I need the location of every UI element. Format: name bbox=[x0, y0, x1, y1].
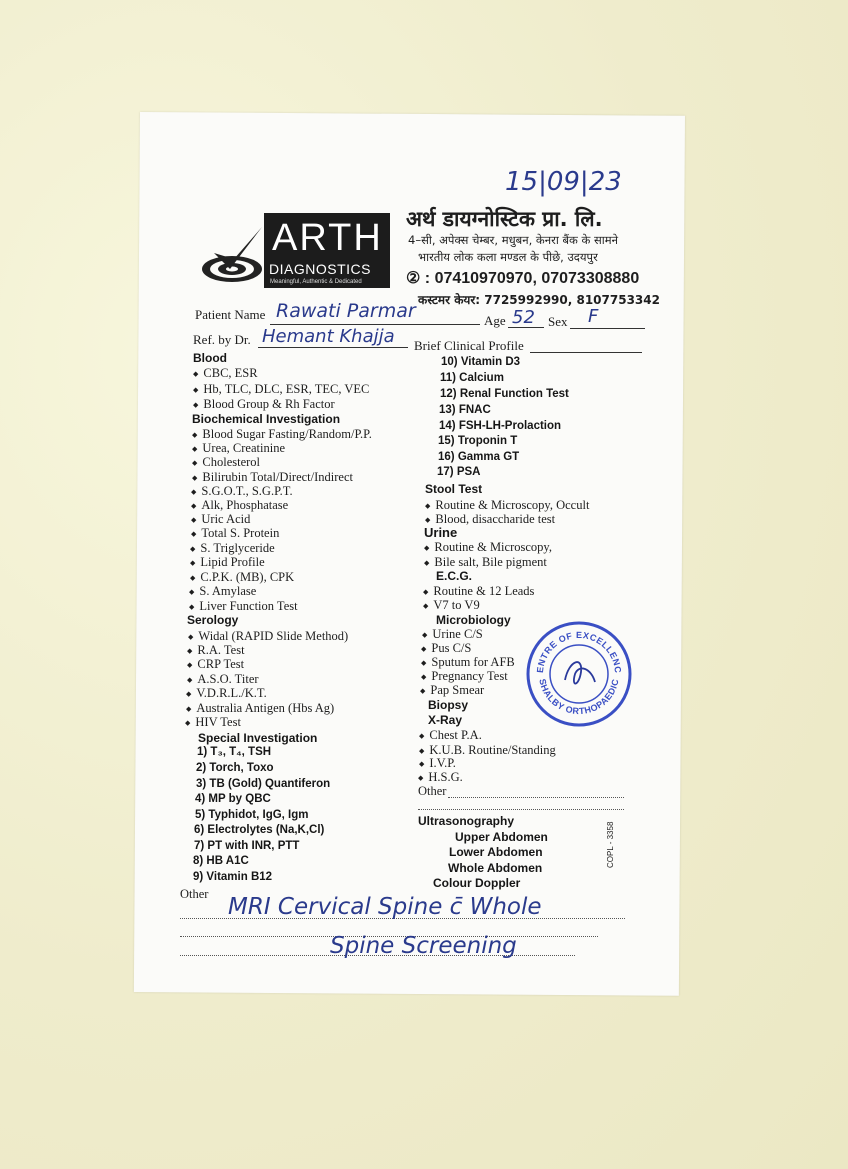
other-label-right: Other bbox=[418, 784, 447, 798]
list-item: ◆ Blood, disaccharide test bbox=[425, 512, 556, 526]
list-item: 2) Torch, Toxo bbox=[196, 762, 274, 774]
logo-main-text: ARTH bbox=[272, 217, 383, 259]
list-item: ◆ Bile salt, Bile pigment bbox=[424, 555, 547, 569]
list-item: ◆ V7 to V9 bbox=[423, 598, 480, 612]
list-item: ◆ K.U.B. Routine/Standing bbox=[419, 743, 556, 757]
list-item: ◆ HIV Test bbox=[185, 715, 241, 729]
list-item: ◆ R.A. Test bbox=[187, 643, 245, 657]
shalby-stamp bbox=[525, 620, 633, 728]
list-item: Whole Abdomen bbox=[448, 861, 543, 875]
list-item: ◆ Routine & Microscopy, bbox=[424, 540, 552, 554]
list-item: ◆ Cholesterol bbox=[192, 455, 261, 469]
ref-underline bbox=[258, 347, 408, 348]
list-item: ◆ Pus C/S bbox=[421, 641, 472, 655]
target-tick-logo-icon bbox=[200, 225, 270, 287]
list-item: ◆ Widal (RAPID Slide Method) bbox=[188, 629, 349, 643]
list-item: 16) Gamma GT bbox=[438, 451, 520, 463]
section-urine: Urine bbox=[424, 525, 458, 540]
age-value: 52 bbox=[512, 307, 535, 328]
list-item: ◆ Urea, Creatinine bbox=[192, 441, 285, 455]
list-item: ◆ Blood Sugar Fasting/Random/P.P. bbox=[192, 427, 372, 441]
list-item: ◆ Routine & 12 Leads bbox=[423, 584, 535, 598]
list-item: ◆ Hb, TLC, DLC, ESR, TEC, VEC bbox=[193, 382, 370, 396]
section-xray: X-Ray bbox=[428, 713, 463, 727]
ref-label: Ref. by Dr. bbox=[193, 332, 251, 347]
list-item: ◆ Sputum for AFB bbox=[421, 655, 515, 669]
list-item: ◆ Chest P.A. bbox=[419, 728, 482, 742]
other-dotted-line-1 bbox=[448, 797, 624, 798]
list-item: ◆ S. Amylase bbox=[189, 584, 257, 598]
logo-sub-text: DIAGNOSTICS bbox=[269, 261, 371, 277]
list-item: ◆ C.P.K. (MB), CPK bbox=[190, 570, 295, 584]
handwritten-date: 15|09|23 bbox=[505, 167, 622, 197]
list-item: 7) PT with INR, PTT bbox=[194, 840, 300, 852]
list-item: ◆ Pap Smear bbox=[420, 683, 485, 697]
address-line-1: 4–सी, अपेक्स चेम्बर, मधुबन, केनरा बैंक के सामने bbox=[408, 233, 619, 247]
list-item: ◆ Pregnancy Test bbox=[421, 669, 508, 683]
list-item: 13) FNAC bbox=[439, 404, 491, 416]
customer-care: कस्टमर केयर: 7725992990, 8107753342 bbox=[418, 293, 660, 307]
list-item: Colour Doppler bbox=[433, 876, 521, 890]
list-item: ◆ CRP Test bbox=[187, 657, 245, 671]
list-item: ◆ Alk, Phosphatase bbox=[191, 498, 289, 512]
section-ultrasonography: Ultrasonography bbox=[418, 814, 515, 828]
svg-text:SHALBY ORTHOPAEDIC: SHALBY ORTHOPAEDIC bbox=[537, 677, 621, 717]
list-item: ◆ S.G.O.T., S.G.P.T. bbox=[191, 484, 293, 498]
list-item: ◆ CBC, ESR bbox=[193, 366, 258, 380]
patient-name-value: Rawati Parmar bbox=[276, 300, 416, 322]
section-biochemical: Biochemical Investigation bbox=[192, 412, 341, 426]
list-item: ◆ Australia Antigen (Hbs Ag) bbox=[186, 701, 335, 715]
notes-line-2: Spine Screening bbox=[330, 933, 517, 959]
list-item: 5) Typhidot, IgG, Igm bbox=[195, 809, 309, 821]
list-item: ◆ V.D.R.L./K.T. bbox=[186, 686, 267, 700]
list-item: 8) HB A1C bbox=[193, 855, 249, 867]
list-item: ◆ Blood Group & Rh Factor bbox=[193, 397, 335, 411]
other-label-left: Other bbox=[180, 887, 209, 901]
list-item: 17) PSA bbox=[437, 466, 481, 478]
list-item: 14) FSH-LH-Prolaction bbox=[439, 420, 562, 432]
section-serology: Serology bbox=[187, 613, 239, 627]
list-item: ◆ H.S.G. bbox=[418, 770, 463, 784]
age-label: Age bbox=[484, 313, 506, 328]
sex-underline bbox=[570, 328, 645, 329]
list-item: Upper Abdomen bbox=[455, 830, 548, 844]
section-blood: Blood bbox=[193, 351, 227, 365]
list-item: 4) MP by QBC bbox=[195, 793, 271, 805]
list-item: 9) Vitamin B12 bbox=[193, 871, 273, 883]
section-ecg: E.C.G. bbox=[436, 569, 473, 583]
list-item: ◆ Routine & Microscopy, Occult bbox=[425, 498, 590, 512]
section-stool-test: Stool Test bbox=[425, 482, 483, 496]
stamp-seal-icon bbox=[525, 620, 633, 728]
phone-numbers: ② : 07410970970, 07073308880 bbox=[406, 270, 640, 287]
list-item: 10) Vitamin D3 bbox=[441, 356, 521, 368]
clinical-profile-underline bbox=[530, 352, 642, 353]
patient-name-label: Patient Name bbox=[195, 307, 266, 322]
list-item: ◆ Total S. Protein bbox=[191, 526, 280, 540]
list-item: ◆ Uric Acid bbox=[191, 512, 251, 526]
list-item: 3) TB (Gold) Quantiferon bbox=[196, 778, 331, 790]
logo-tagline: Meaningful, Authentic & Dedicated bbox=[270, 279, 362, 285]
list-item: 12) Renal Function Test bbox=[440, 388, 569, 400]
arth-logo bbox=[264, 213, 390, 288]
section-biopsy: Biopsy bbox=[428, 698, 469, 712]
section-special-investigation: Special Investigation bbox=[198, 731, 318, 745]
list-item: ◆ Bilirubin Total/Direct/Indirect bbox=[192, 470, 353, 484]
svg-text:CENTRE OF EXCELLENCE: ENTRE OF EXCELLENC bbox=[534, 629, 624, 674]
notes-line-1: MRI Cervical Spine c̄ Whole bbox=[228, 894, 542, 920]
patient-name-underline bbox=[270, 324, 480, 325]
other-dotted-line-2 bbox=[418, 809, 624, 810]
list-item: 1) T₃, T₄, TSH bbox=[197, 746, 272, 758]
list-item: ◆ Lipid Profile bbox=[190, 555, 265, 569]
age-underline bbox=[508, 327, 544, 328]
clinical-profile-label: Brief Clinical Profile bbox=[414, 338, 524, 353]
list-item: ◆ Urine C/S bbox=[422, 627, 483, 641]
list-item: Lower Abdomen bbox=[449, 845, 543, 859]
list-item: ◆ S. Triglyceride bbox=[190, 541, 275, 555]
list-item: ◆ A.S.O. Titer bbox=[187, 672, 259, 686]
sex-label: Sex bbox=[548, 314, 568, 329]
company-name: अर्थ डायग्नोस्टिक प्रा. लि. bbox=[406, 207, 603, 231]
form-code: COPL - 3358 bbox=[606, 821, 615, 868]
list-item: 15) Troponin T bbox=[438, 435, 518, 447]
section-microbiology: Microbiology bbox=[436, 613, 511, 627]
address-line-2: भारतीय लोक कला मण्डल के पीछे, उदयपुर bbox=[418, 250, 598, 264]
ref-doctor-value: Hemant Khajja bbox=[262, 326, 395, 347]
list-item: ◆ I.V.P. bbox=[419, 756, 456, 770]
sex-value: F bbox=[588, 306, 599, 327]
list-item: 6) Electrolytes (Na,K,Cl) bbox=[194, 824, 325, 836]
list-item: ◆ Liver Function Test bbox=[189, 599, 298, 613]
list-item: 11) Calcium bbox=[440, 372, 504, 384]
